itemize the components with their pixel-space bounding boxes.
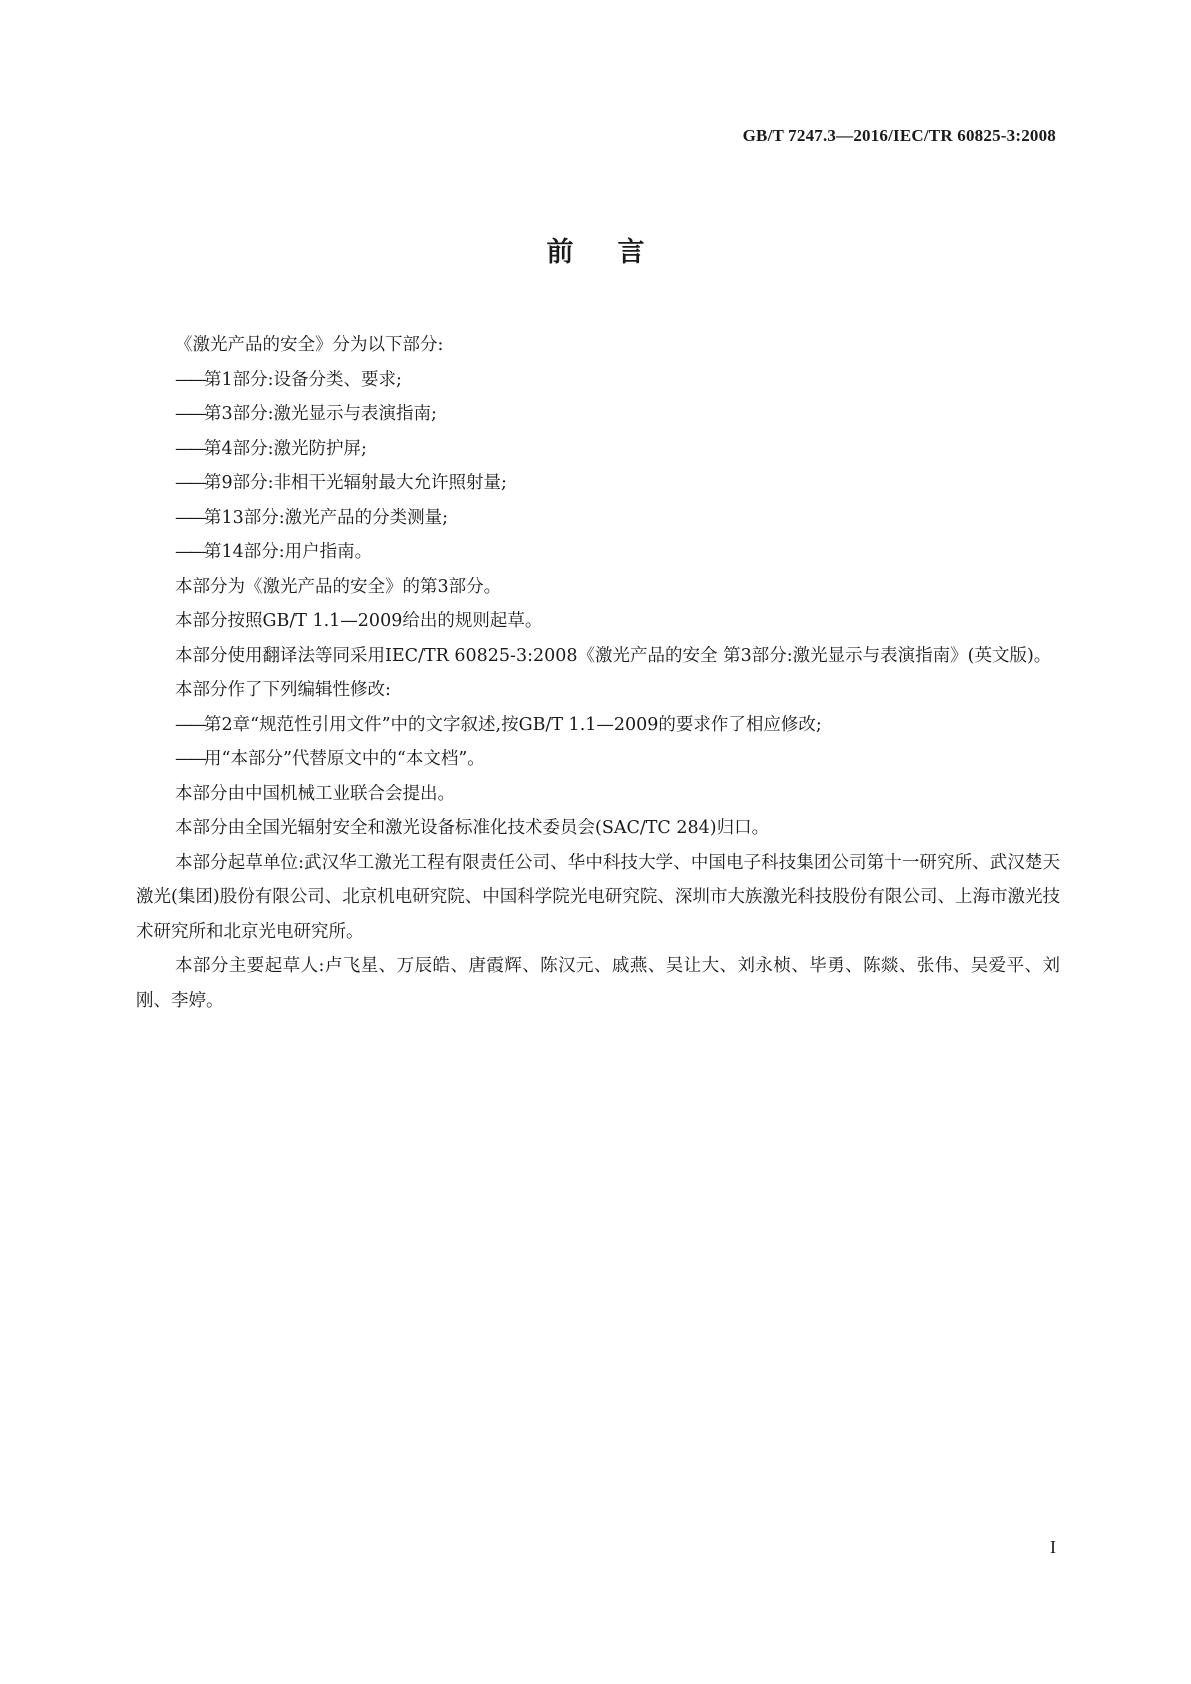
list-item-text: 第14部分:用户指南。 [204, 542, 373, 562]
list-item-text: 用“本部分”代替原文中的“本文档”。 [204, 749, 485, 769]
part-of-paragraph: 本部分为《激光产品的安全》的第3部分。 [175, 576, 502, 597]
page-title: 前言 [546, 237, 689, 268]
list-item-text: 第3部分:激光显示与表演指南; [204, 404, 437, 424]
list-item [136, 432, 1060, 467]
translation-paragraph: 本部分使用翻译法等同采用IEC/TR 60825-3:2008《激光产品的安全 第3部分:激光显示与表演指南》(英文版)。 [175, 645, 1052, 666]
centralized-paragraph: 本部分由全国光辐射安全和激光设备标准化技术委员会(SAC/TC 284)归口。 [175, 818, 770, 838]
edits-intro-paragraph: 本部分作了下列编辑性修改: [175, 680, 391, 700]
list-item [136, 708, 1060, 743]
list-item [136, 501, 1060, 536]
drafters-paragraph: 本部分主要起草人:卢飞星、万辰皓、唐霞辉、陈汉元、戚燕、吴让大、刘永桢、毕勇、陈燚、张伟、吴爱平、刘刚、李婷。 [136, 956, 1060, 1011]
document-body [136, 328, 1060, 1018]
list-item [136, 363, 1060, 398]
page-number: I [1050, 1537, 1056, 1557]
dash-marker: —— [175, 749, 204, 769]
standard-code: GB/T 7247.3—2016/IEC/TR 60825-3:2008 [742, 126, 1056, 145]
dash-marker: —— [175, 507, 204, 528]
list-item [136, 397, 1060, 432]
dash-marker: —— [175, 542, 204, 562]
proposer-paragraph: 本部分由中国机械工业联合会提出。 [175, 783, 455, 804]
intro-paragraph: 《激光产品的安全》分为以下部分: [175, 335, 444, 355]
list-item-text: 第4部分:激光防护屏; [204, 438, 367, 459]
dash-marker: —— [175, 369, 204, 390]
list-item [136, 535, 1060, 570]
drafting-units-paragraph: 本部分起草单位:武汉华工激光工程有限责任公司、华中科技大学、中国电子科技集团公司第十一研究所、武汉楚天激光(集团)股份有限公司、北京机电研究院、中国科学院光电研究院、深圳市大族激光科技股份有限公司、上海市激光技术研究所和北京光电研究所。 [136, 852, 1060, 942]
list-item [136, 742, 1060, 777]
drafting-rules-paragraph: 本部分按照GB/T 1.1—2009给出的规则起草。 [175, 611, 543, 631]
dash-marker: —— [175, 404, 204, 424]
dash-marker: —— [175, 438, 204, 459]
dash-marker: —— [175, 473, 204, 493]
list-item [136, 466, 1060, 501]
list-item-text: 第9部分:非相干光辐射最大允许照射量; [204, 473, 507, 493]
dash-marker: —— [175, 714, 204, 735]
list-item-text: 第13部分:激光产品的分类测量; [204, 507, 449, 528]
list-item-text: 第2章“规范性引用文件”中的文字叙述,按GB/T 1.1—2009的要求作了相应修改; [204, 714, 822, 735]
list-item-text: 第1部分:设备分类、要求; [204, 369, 402, 390]
